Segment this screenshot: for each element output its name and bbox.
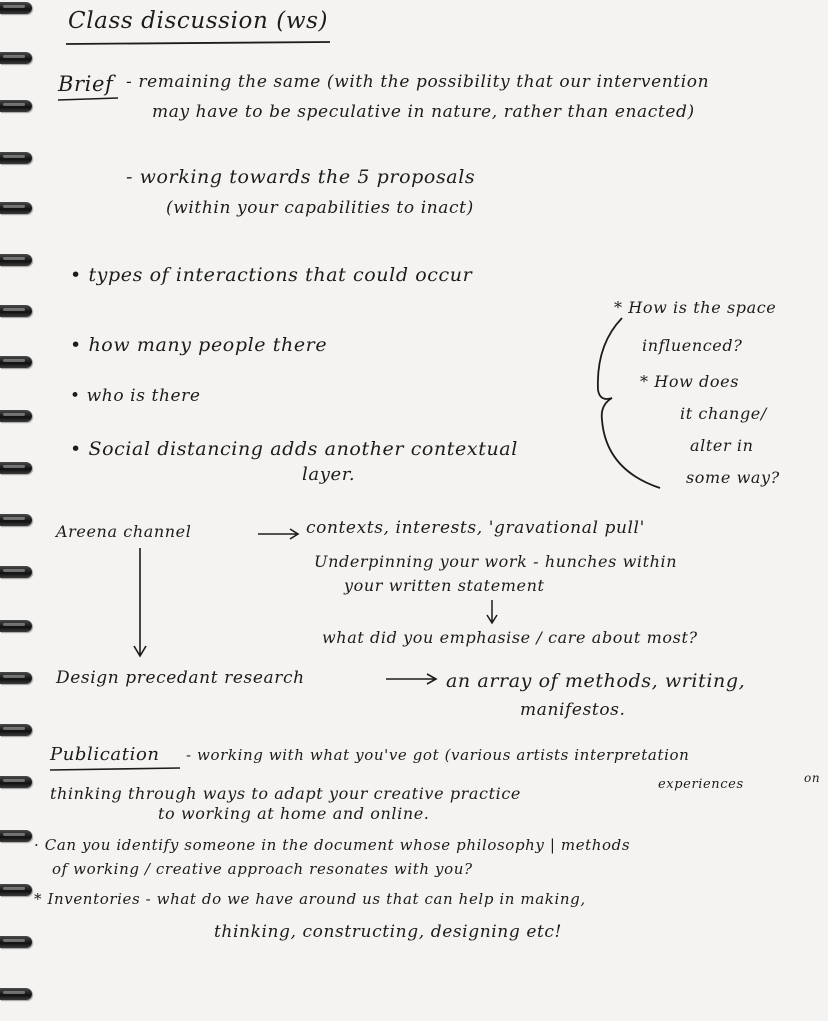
arrow-down-2	[487, 600, 497, 623]
publication-label: Publication	[50, 744, 160, 765]
design-label: Design precedant research	[56, 668, 305, 688]
brief-label: Brief	[58, 72, 114, 96]
publication-line-4: · Can you identify someone in the document whose philosophy | methods	[34, 836, 631, 854]
brace-note-5: alter in	[690, 436, 754, 455]
arrow-down-1	[134, 548, 146, 656]
arena-line-2: Underpinning your work - hunches within	[314, 552, 678, 571]
brief-line-4: (within your capabilities to inact)	[166, 198, 474, 218]
design-line-1: an array of methods, writing,	[446, 670, 746, 692]
arena-label: Areena channel	[56, 522, 192, 541]
arrow-right-2	[386, 674, 436, 684]
arrow-right-1	[258, 529, 298, 539]
publication-underline	[50, 768, 180, 770]
bullet-interactions: • types of interactions that could occur	[70, 264, 473, 286]
publication-line-3: to working at home and online.	[158, 804, 430, 823]
bullet-who: • who is there	[70, 386, 201, 406]
brace-note-3: * How does	[640, 372, 740, 391]
publication-line-1b: on	[804, 771, 821, 785]
brief-line-1: - remaining the same (with the possibility that our intervention	[126, 72, 710, 92]
bullet-social-distancing-cont: layer.	[302, 464, 356, 485]
brace-note-1: * How is the space	[614, 298, 777, 317]
page-title: Class discussion (ws)	[68, 8, 329, 34]
brief-line-3: - working towards the 5 proposals	[126, 166, 476, 188]
arena-line-1: contexts, interests, 'gravational pull'	[306, 518, 645, 538]
publication-line-1: - working with what you've got (various artists interpretation	[186, 746, 690, 764]
title-underline	[66, 42, 330, 44]
brief-line-2: may have to be speculative in nature, rather than enacted)	[152, 102, 695, 122]
bullet-social-distancing: • Social distancing adds another contextual	[70, 438, 518, 460]
design-line-2: manifestos.	[520, 700, 626, 720]
brace-note-4: it change/	[680, 404, 767, 423]
brief-underline	[58, 98, 118, 100]
bullet-how-many: • how many people there	[70, 334, 328, 356]
publication-line-6: * Inventories - what do we have around us that can help in making,	[34, 890, 586, 908]
publication-line-7: thinking, constructing, designing etc!	[214, 922, 562, 942]
brace-note-2: influenced?	[642, 336, 743, 355]
publication-line-5: of working / creative approach resonates with you?	[52, 860, 473, 878]
arena-line-4: what did you emphasise / care about most?	[322, 628, 698, 647]
arena-line-3: your written statement	[344, 576, 545, 595]
publication-line-2: thinking through ways to adapt your creative practice	[50, 784, 521, 803]
brace-note-6: some way?	[686, 468, 780, 487]
publication-line-1c: experiences	[658, 777, 744, 792]
